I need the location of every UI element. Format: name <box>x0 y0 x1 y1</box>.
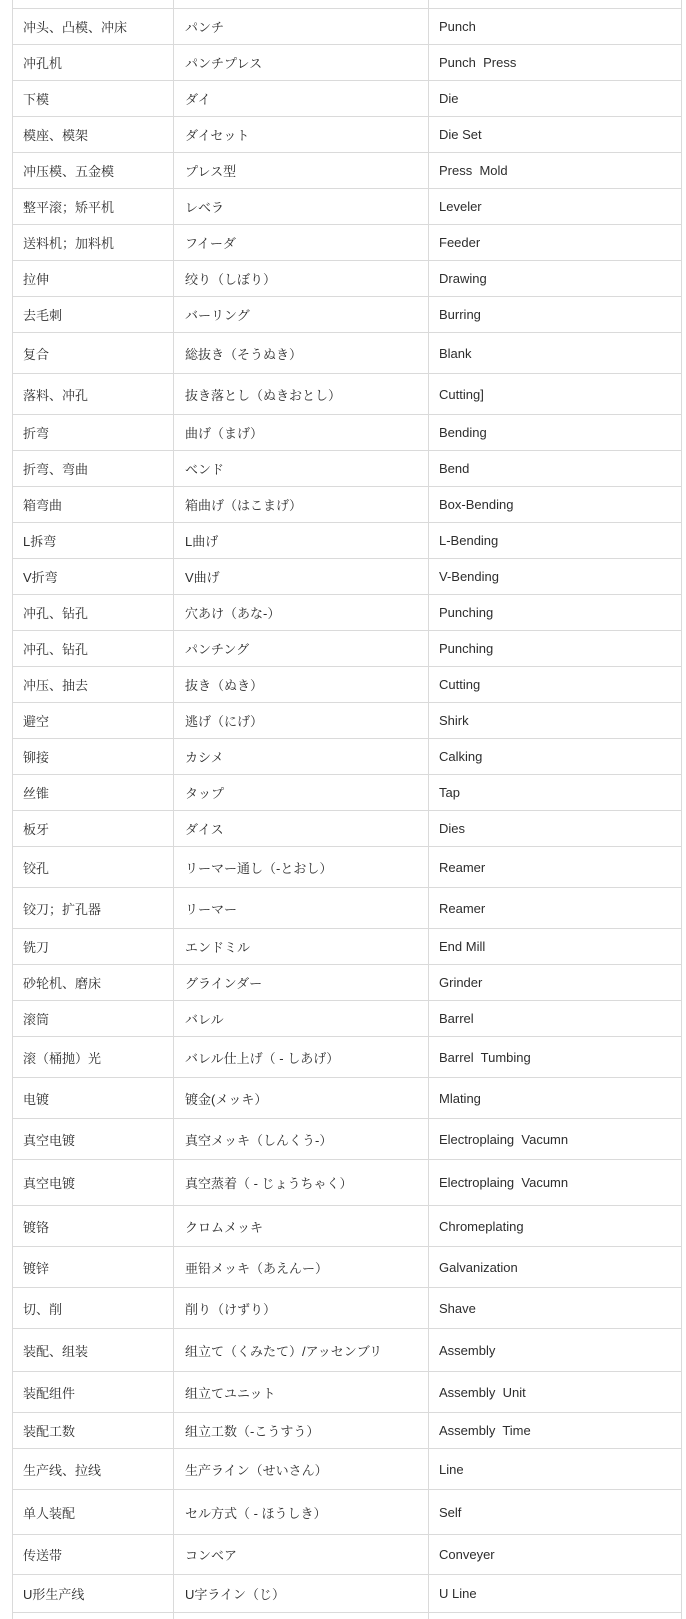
cell-japanese: L曲げ <box>174 523 429 558</box>
table-row <box>13 451 681 487</box>
cell-chinese: 传送带 <box>13 1535 174 1574</box>
cell-english: Assembly <box>439 1342 496 1358</box>
cell-english: L-Bending <box>439 533 499 548</box>
cell-chinese: 铰孔 <box>13 847 174 887</box>
cell-english: Punching <box>439 641 494 656</box>
cell-english: Burring <box>439 307 481 322</box>
table-row <box>13 739 681 775</box>
cell-english: V-Bending <box>439 569 499 584</box>
cell-chinese: 真空电镀 <box>13 1160 174 1205</box>
cell-chinese: 装配组件 <box>13 1372 174 1412</box>
cell-english: Press Mold <box>439 163 508 178</box>
table-row <box>13 9 681 45</box>
cell-chinese: 落料、冲孔 <box>13 374 174 414</box>
cell-english: Barrel <box>439 1011 474 1026</box>
table-row <box>13 1160 681 1206</box>
cell-english: Electroplaing Vacumn <box>439 1131 569 1147</box>
table-row <box>13 965 681 1001</box>
cell-chinese: 镀锌 <box>13 1247 174 1287</box>
cell-chinese: 装配、组装 <box>13 1329 174 1371</box>
cell-japanese: クロムメッキ <box>174 1206 429 1246</box>
table-row <box>13 523 681 559</box>
cell-japanese: バレル仕上げ（ - しあげ） <box>174 1037 429 1077</box>
table-row <box>13 1575 681 1613</box>
table-row <box>13 45 681 81</box>
cell-english: Reamer <box>439 900 486 916</box>
table-row <box>13 559 681 595</box>
cell-chinese: 板牙 <box>13 811 174 846</box>
table-row <box>13 1535 681 1575</box>
cell-chinese: 冲头、凸模、冲床 <box>13 9 174 44</box>
cell-chinese: 冲孔机 <box>13 45 174 80</box>
cell-japanese: 绞り（しぼり） <box>174 261 429 296</box>
glossary-table-body <box>13 9 681 1613</box>
table-row <box>13 888 681 929</box>
cell-english: Electroplaing Vacumn <box>439 1175 569 1190</box>
table-row <box>13 1413 681 1449</box>
cell-chinese: 冲孔、钻孔 <box>13 595 174 630</box>
cell-chinese: L拆弯 <box>13 523 174 558</box>
cell-japanese: 箱曲げ（はこまげ） <box>174 487 429 522</box>
cell-chinese: 折弯 <box>13 415 174 450</box>
cell-chinese: 复合 <box>13 333 174 373</box>
cell-japanese: コンベア <box>174 1535 429 1574</box>
cell-english: Punching <box>439 605 494 620</box>
cell-chinese: 冲压模、五金模 <box>13 153 174 188</box>
cell-english: Self <box>439 1504 462 1520</box>
table-row <box>13 811 681 847</box>
table-row <box>13 1206 681 1247</box>
cell-japanese: パンチング <box>174 631 429 666</box>
cell-japanese: V曲げ <box>174 559 429 594</box>
table-row <box>13 1001 681 1037</box>
cell-chinese: 真空电镀 <box>13 1119 174 1159</box>
cell-english: Bend <box>439 461 470 476</box>
table-row <box>13 1119 681 1160</box>
cell-chinese: 去毛刺 <box>13 297 174 332</box>
table-row <box>13 1078 681 1119</box>
cell-chinese: 整平滚；矫平机 <box>13 189 174 224</box>
cell-japanese: 生产ライン（せいさん） <box>174 1449 429 1489</box>
cell-english: Assembly Time <box>439 1423 531 1438</box>
cell-english: Assembly Unit <box>439 1384 526 1400</box>
cell-chinese: 切、削 <box>13 1288 174 1328</box>
table-row <box>13 703 681 739</box>
cell-japanese: ダイス <box>174 811 429 846</box>
cell-english: Galvanization <box>439 1259 518 1275</box>
table-row <box>13 153 681 189</box>
cell-japanese: エンドミル <box>174 929 429 964</box>
table-row <box>13 487 681 523</box>
table-row <box>13 631 681 667</box>
table-row <box>13 1329 681 1372</box>
cell-japanese: パンチプレス <box>174 45 429 80</box>
cell-japanese: 镀金(メッキ） <box>174 1078 429 1118</box>
table-row <box>13 333 681 374</box>
table-row <box>13 667 681 703</box>
partial-row-top <box>13 0 681 9</box>
cell-japanese: セル方式（ - ほうしき） <box>174 1490 429 1534</box>
cell-japanese: U字ライン（じ） <box>174 1575 429 1612</box>
cell-english: Leveler <box>439 199 482 214</box>
cell-chinese: 折弯、弯曲 <box>13 451 174 486</box>
cell-japanese: パンチ <box>174 9 429 44</box>
cell-chinese: 冲压、抽去 <box>13 667 174 702</box>
cell-english: Dies <box>439 821 466 836</box>
cell-japanese: 组立工数（-こうすう） <box>174 1413 429 1448</box>
cell-english <box>429 0 681 8</box>
cell-english: U Line <box>439 1586 477 1601</box>
cell-japanese: レベラ <box>174 189 429 224</box>
cell-chinese <box>13 0 174 8</box>
table-row <box>13 1372 681 1413</box>
cell-chinese: 铣刀 <box>13 929 174 964</box>
cell-japanese: ダイセット <box>174 117 429 152</box>
cell-japanese: リーマー <box>174 888 429 928</box>
table-row <box>13 1288 681 1329</box>
cell-chinese: 滚筒 <box>13 1001 174 1036</box>
cell-japanese: カシメ <box>174 739 429 774</box>
table-row <box>13 374 681 415</box>
cell-english: Reamer <box>439 859 486 875</box>
cell-japanese: 组立てユニット <box>174 1372 429 1412</box>
cell-english: Mlating <box>439 1090 481 1106</box>
table-row <box>13 189 681 225</box>
cell-chinese: 冲孔、钻孔 <box>13 631 174 666</box>
table-row <box>13 847 681 888</box>
cell-english: Bending <box>439 425 487 440</box>
cell-english: Cutting] <box>439 386 484 402</box>
cell-english: Grinder <box>439 975 483 990</box>
cell-japanese: 真空蒸着（ - じょうちゃく） <box>174 1160 429 1205</box>
cell-chinese: 送料机；加料机 <box>13 225 174 260</box>
cell-chinese: 电镀 <box>13 1078 174 1118</box>
cell-english: Cutting <box>439 677 481 692</box>
cell-english: Die Set <box>439 127 482 142</box>
cell-chinese: 铰刀；扩孔器 <box>13 888 174 928</box>
table-row <box>13 297 681 333</box>
cell-english: Shave <box>439 1300 476 1316</box>
cell-chinese: 装配工数 <box>13 1413 174 1448</box>
table-row <box>13 1037 681 1078</box>
cell-japanese: 穴あけ（あな-） <box>174 595 429 630</box>
cell-chinese: 镀铬 <box>13 1206 174 1246</box>
table-row <box>13 225 681 261</box>
cell-english: Tap <box>439 785 460 800</box>
cell-japanese: 逃げ（にげ） <box>174 703 429 738</box>
cell-chinese: 铆接 <box>13 739 174 774</box>
cell-japanese: 削り（けずり） <box>174 1288 429 1328</box>
cell-japanese: フイーダ <box>174 225 429 260</box>
cell-japanese: プレス型 <box>174 153 429 188</box>
table-row <box>13 1490 681 1535</box>
table-row <box>13 775 681 811</box>
cell-chinese: 拉伸 <box>13 261 174 296</box>
cell-english: Die <box>439 91 459 106</box>
glossary-table <box>12 0 682 1619</box>
cell-chinese <box>13 1613 174 1619</box>
cell-japanese: グラインダー <box>174 965 429 1000</box>
cell-japanese <box>174 0 429 8</box>
cell-chinese: U形生产线 <box>13 1575 174 1612</box>
cell-chinese: 丝锥 <box>13 775 174 810</box>
cell-english: Blank <box>439 345 472 361</box>
cell-english: Punch <box>439 19 476 34</box>
partial-row-bottom <box>13 1613 681 1619</box>
cell-japanese: 真空メッキ（しんくう-） <box>174 1119 429 1159</box>
cell-english <box>429 1613 681 1619</box>
cell-japanese: 総抜き（そうぬき） <box>174 333 429 373</box>
cell-english: Conveyer <box>439 1547 495 1562</box>
cell-english: Chromeplating <box>439 1218 524 1234</box>
cell-japanese: ベンド <box>174 451 429 486</box>
cell-english: Calking <box>439 749 483 764</box>
cell-japanese: 组立て（くみたて）/アッセンブリ <box>174 1329 429 1371</box>
cell-japanese: バーリング <box>174 297 429 332</box>
cell-english: Drawing <box>439 271 487 286</box>
cell-chinese: 模座、模架 <box>13 117 174 152</box>
table-row <box>13 1449 681 1490</box>
cell-english: End Mill <box>439 939 486 954</box>
cell-english: Punch Press <box>439 55 517 70</box>
cell-japanese: バレル <box>174 1001 429 1036</box>
cell-japanese: タップ <box>174 775 429 810</box>
cell-japanese: 抜き落とし（ぬきおとし） <box>174 374 429 414</box>
cell-chinese: 生产线、拉线 <box>13 1449 174 1489</box>
cell-english: Box-Bending <box>439 497 514 512</box>
cell-chinese: 避空 <box>13 703 174 738</box>
cell-japanese <box>174 1613 429 1619</box>
cell-japanese: 亜铅メッキ（あえんー） <box>174 1247 429 1287</box>
cell-chinese: 滚（桶抛）光 <box>13 1037 174 1077</box>
cell-english: Barrel Tumbing <box>439 1049 531 1065</box>
cell-japanese: 抜き（ぬき） <box>174 667 429 702</box>
table-row <box>13 1247 681 1288</box>
cell-chinese: V折弯 <box>13 559 174 594</box>
cell-chinese: 砂轮机、磨床 <box>13 965 174 1000</box>
table-row <box>13 81 681 117</box>
cell-chinese: 单人装配 <box>13 1490 174 1534</box>
cell-english: Line <box>439 1461 464 1477</box>
table-row <box>13 415 681 451</box>
cell-japanese: リーマー通し（-とおし） <box>174 847 429 887</box>
cell-english: Shirk <box>439 713 469 728</box>
cell-chinese: 下模 <box>13 81 174 116</box>
cell-chinese: 箱弯曲 <box>13 487 174 522</box>
table-row <box>13 261 681 297</box>
cell-japanese: 曲げ（まげ） <box>174 415 429 450</box>
cell-english: Feeder <box>439 235 481 250</box>
table-row <box>13 595 681 631</box>
table-row <box>13 117 681 153</box>
table-row <box>13 929 681 965</box>
cell-japanese: ダイ <box>174 81 429 116</box>
